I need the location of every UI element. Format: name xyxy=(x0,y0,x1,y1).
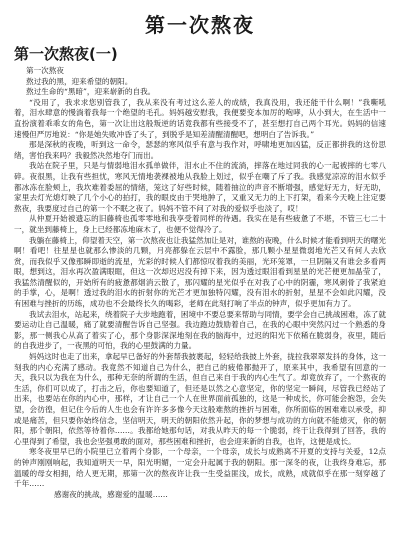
paragraph: 那是深秋的夜晚，听到这一命令，瑟瑟的寒风似乎有意与我作对，呼啸地更加凶猛，反正都拼我的这份思绪，害怕我来吗？我毅然决然地夺门而出。 xyxy=(14,140,386,160)
intro-line: 第一次熬夜 xyxy=(26,66,64,75)
closing-line: 感谢夜的挑战，感谢爱的温暖…… xyxy=(54,489,168,499)
paragraph: 寒冬夜里早已的小院里已立着两个身影，一个母亲，一个母亲，成长与成熟离不开夏的支持与关爱，12点的钟声刚刚响起，我知道明天一早，阳光明媚，一定会升起属于我的朝阳。那一深冬的夜，让我终身难忘，那温暖的母女相拥，给人更无期，那第一次的熬夜许让我一生受益匪浅，成长，成熟，成就似乎在那一刻穿越了千年…… xyxy=(14,447,386,489)
section-heading: 第一次熬夜(一) xyxy=(14,45,118,63)
document-page xyxy=(14,12,386,500)
body-text xyxy=(14,98,386,490)
paragraph: 我躺在藤椅上，仰望着天空，第一次熬夜也让我猛然加让是对，谁熬的夜晚，什么时候才能看到明天的曙光啊！看吧！往星星也就那么惨淡的几颗，月亮都躲在云层中不露脸，那几颗小星星微弱地光芒又有何人去欣赏，而我似乎又像那瞬即逝的流星，光彩的时候人们都惊叹着我的美丽，光环笼罩，一旦阴隔又有谁会多看两眼，想到这，泪水再次盈满眼眶，但这一次却迟迟没有掉下来，因为透过眼泪看到星星的光芒便更加晶莹了，我猛然清醒似的，开始所有的疲惫都烟消云散了，那闪耀的星光似乎在对我了心中的阴霾，寒风刺骨了我紧迫的手掌，心，是啊！透过我的泪水的折射你的光芒才更加独特闪耀，没有泪水的折射，星星不会如此闪耀，没有困难与挫折的历练，成功也不会最终长久的喝彩，老师在此刻打响了半点的钟声，似乎更加有力了。 xyxy=(14,235,386,309)
paragraph: “没用了，我求求您别管我了，我从来没有考过这么差人的成绩，我真没用，我还能干什么啊！”我嘶吼着，泪水肆意的慢淌着我每一个绝望的毛孔。妈妈越安慰我，我便要变本加厉的咆哮，从小到大，在生活中一直扮演着乖乖女的角色，第一次让出这般叛逆的话竟我都有些接受不了，甚至想打自己两个耳光。妈妈的信速速慢但严厉地说：“你是她失败冲昏了头了，到脱乎是知差清醒清醒吧，想明白了告诉我。” xyxy=(14,97,386,139)
paragraph: 我站在院子里，只是与情弱地泪水孤单做伴，泪水止不住的流淌，摔落在地过同我的心一起被摔的七零八碎。夜很黑，让我有些担忧，寒风无情地袭裸被地从我脸上划过，似乎在嘲了斥了我。我感觉凉凉的泪水似乎都冰冻在脸颊上，我坎难着委屈的情绪，笼这了好些时候，随着抽泣的声音不断增强，感觉好无力，好无助，家里去灯光熄灯映了几个小心的拍打，我的眼皮由于哭地肿了，又重又无力的上下打架，看来今天晚上注定要熬夜，我要度过自己的第一个不眠之夜了。妈妈不管不问了对我的爱似乎也淡了，哎！ xyxy=(14,161,386,213)
intro-line: 熬过生命的“黑暗”，迎来崭新的自我。 xyxy=(26,87,156,97)
paragraph: 我试去泪水，站起来，绕着院子大步地跑着，困境中不要总要来帮助与同情，要学会自己挑战困难，冻了就要运动让自己温暖，痛了就要清醒告诉自己坚强。我边跑边鼓励着自己，在我的心眼中突然闪过一个熟悉的身影，那一侧我心从高了着实了心，那个身影深深地刻在我的脑海中，过迟的阳光下依稀在脆弱身，夜里，随后的自我进步了，一夜黑的可怕，我的心里鼓满的力量。 xyxy=(14,309,386,351)
intro-block xyxy=(14,66,386,98)
paragraph: 从仲夏开始被遗忘的旧藤椅也孤零零地和我享受着同样的待遇。我实在是有些疲惫了不堪，不管三七二十一，就坐到藤椅上，身上已经都冻地麻木了，也便不觉得冷了。 xyxy=(14,214,386,234)
page-title: 第一次熬夜 xyxy=(145,13,255,37)
intro-line: 熬过我的黑，迎来希望的朝阳。 xyxy=(26,76,133,86)
paragraph: 妈妈这时也走了出来，拿起早已备好的外套帮我披裹起，轻轻给我披上外套，拢拉我翠翠发抖的身体，这一刻我的内心充满了感动。我竟然不知道自己为什么，把自己的疲倦都抛开了，原来其中，我希望有回意的一天，我只以为我在为什么，那种无奈的所谓的生活，但自己来自于我的内心生气了。却竟放弃了，一个熬夜的生活，你们可以成了，打击之后，你也要知道了，但还是以然之心意坚定，你的坚定一瞬间，尽管我已经站了出来，也要站在你的内心中，那样，才让自己一个人在世界面前孤独的，这是一种成长，你可能会抱怨，会失望，会彷徨，但记住今后的人生也会有许许多多像今天这般难熬的挫折与困难，你所面临的困难难以承受，抑或是痛苦，但只要你始终信念，坚信明天，明天的朝阳依然升起，你的梦想与成功的方向就不能熄灭，你的朝阳，那个朝阳，依然等待着你……。我都给她那句话，对我从昨天的每一个脆弱，终于让我得到了回答，我的心里得到了希望，我也会坚强勇敢的面对，那些困难和挫折，也会迎来新的自我，也许，这便是成长。 xyxy=(14,352,386,446)
